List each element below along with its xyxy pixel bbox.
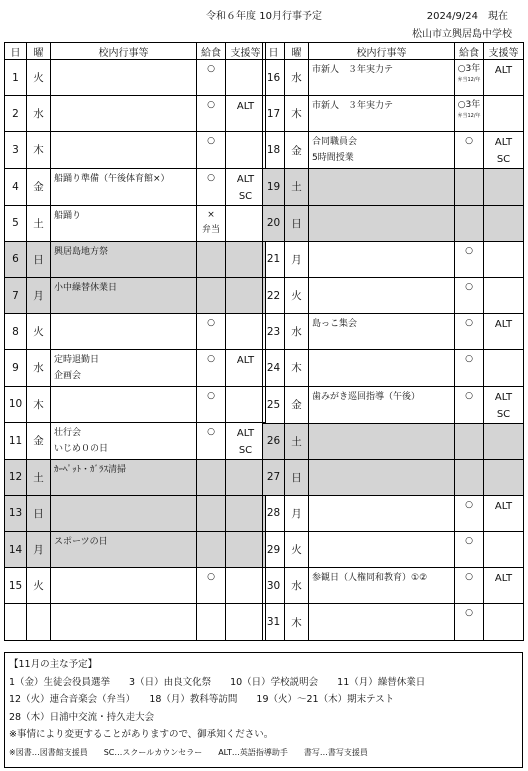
day-number: 18 xyxy=(263,132,285,169)
table-row xyxy=(5,604,266,640)
meal-cell xyxy=(455,386,484,423)
events-cell xyxy=(51,132,197,168)
meal-value: ○ xyxy=(465,318,473,329)
table-header xyxy=(5,43,266,60)
events-cell xyxy=(309,423,455,459)
support-cell xyxy=(226,350,266,386)
weekday: 木 xyxy=(285,604,309,640)
table-row xyxy=(263,132,524,169)
table-row xyxy=(5,314,266,350)
event-line: 興居島地方祭 xyxy=(54,246,109,257)
support-cell xyxy=(226,568,266,604)
weekday: 水 xyxy=(27,96,51,132)
col-events: 校内行事等 xyxy=(309,43,455,60)
events-cell xyxy=(309,350,455,386)
events-cell xyxy=(309,568,455,604)
meal-value: ○ xyxy=(465,281,473,292)
support-cell xyxy=(226,604,266,640)
support-cell xyxy=(484,568,524,604)
meal-note: 弁当 xyxy=(201,224,220,235)
meal-value: ○ xyxy=(207,136,215,147)
meal-cell xyxy=(197,422,226,459)
day-number: 23 xyxy=(263,314,285,350)
meal-cell xyxy=(455,604,484,640)
support-cell xyxy=(484,205,524,241)
notes-legend: ※図書…図書館支援員 SC…スクールカウンセラー ALT…英語指導助手 書写…書写支援員 xyxy=(9,747,368,757)
weekday: 水 xyxy=(285,60,309,96)
support-value: SC xyxy=(496,154,511,166)
support-cell xyxy=(226,459,266,495)
support-cell xyxy=(226,422,266,459)
table-row xyxy=(263,277,524,313)
support-cell xyxy=(226,495,266,531)
support-cell xyxy=(226,168,266,205)
events-cell xyxy=(51,459,197,495)
event-line: スポーツの日 xyxy=(54,537,108,548)
weekday: 土 xyxy=(27,205,51,241)
table-row xyxy=(263,241,524,277)
table-row xyxy=(263,423,524,459)
support-cell xyxy=(226,277,266,313)
table-row xyxy=(263,96,524,132)
support-value: SC xyxy=(238,444,253,456)
events-cell xyxy=(51,568,197,604)
weekday: 火 xyxy=(27,568,51,604)
table-row xyxy=(5,277,266,313)
events-cell xyxy=(51,350,197,386)
meal-value: ○ xyxy=(207,64,215,74)
weekday: 水 xyxy=(285,314,309,350)
support-cell xyxy=(484,314,524,350)
day-number: 30 xyxy=(263,568,285,604)
day-number: 16 xyxy=(263,60,285,96)
weekday: 木 xyxy=(285,350,309,386)
weekday xyxy=(27,604,51,640)
col-support: 支援等 xyxy=(226,43,266,60)
event-line: ｶｰﾍﾟｯﾄ・ｶﾞﾗｽ清掃 xyxy=(54,464,127,475)
events-cell xyxy=(309,314,455,350)
weekday: 木 xyxy=(27,132,51,168)
support-value: ALT xyxy=(236,355,255,367)
meal-value: ○ xyxy=(207,426,215,437)
meal-value: ○ xyxy=(207,318,215,329)
events-cell xyxy=(309,132,455,169)
meal-cell xyxy=(455,96,484,132)
support-cell xyxy=(484,604,524,640)
notes-line: 1（金）生徒会役員選挙 3（日）由良文化祭 10（日）学校説明会 11（月）繰替休業日 xyxy=(9,676,426,688)
weekday: 月 xyxy=(285,241,309,277)
meal-cell xyxy=(455,350,484,386)
meal-cell xyxy=(455,314,484,350)
day-number: 7 xyxy=(5,277,27,313)
table-row xyxy=(5,568,266,604)
col-day: 日 xyxy=(263,43,285,60)
meal-cell xyxy=(197,241,226,277)
support-value: ALT xyxy=(494,319,513,331)
meal-cell xyxy=(197,314,226,350)
meal-value: ○3年 xyxy=(457,64,481,74)
support-value: ALT xyxy=(494,391,513,403)
events-cell xyxy=(309,386,455,423)
table-row xyxy=(263,350,524,386)
meal-cell xyxy=(455,277,484,313)
meal-cell xyxy=(197,132,226,168)
event-line: 市新人 ３年実力テ xyxy=(312,101,394,112)
events-cell xyxy=(51,241,197,277)
events-cell xyxy=(51,60,197,96)
meal-value: ○3年 xyxy=(457,100,481,111)
meal-cell xyxy=(455,423,484,459)
day-number: 24 xyxy=(263,350,285,386)
support-value: ALT xyxy=(494,137,513,149)
school-name: 松山市立興居島中学校 xyxy=(412,29,512,40)
events-cell xyxy=(51,495,197,531)
meal-cell xyxy=(455,459,484,495)
support-cell xyxy=(484,60,524,96)
page-title: 令和６年度 10月行事予定 xyxy=(206,11,322,22)
meal-cell xyxy=(197,168,226,205)
support-cell xyxy=(484,423,524,459)
events-cell xyxy=(51,205,197,241)
weekday: 日 xyxy=(27,495,51,531)
meal-value: ○ xyxy=(465,245,473,256)
day-number: 29 xyxy=(263,532,285,568)
col-support: 支援等 xyxy=(484,43,524,60)
event-line: 企画会 xyxy=(54,371,82,382)
support-cell xyxy=(484,277,524,313)
day-number xyxy=(5,604,27,640)
table-row xyxy=(5,60,266,96)
meal-cell xyxy=(197,96,226,132)
events-cell xyxy=(51,532,197,568)
meal-value: ○ xyxy=(465,390,473,401)
table-row xyxy=(263,495,524,531)
meal-cell xyxy=(197,568,226,604)
event-line: 合同職員会 xyxy=(312,137,358,148)
support-value: ALT xyxy=(494,65,513,76)
day-number: 19 xyxy=(263,169,285,205)
notes-heading: 【11月の主な予定】 xyxy=(9,659,98,670)
day-number: 27 xyxy=(263,459,285,495)
event-line: 歯みがき巡回指導（午後） xyxy=(312,391,421,402)
support-value: ALT xyxy=(236,173,255,185)
events-cell xyxy=(51,277,197,313)
events-cell xyxy=(51,604,197,640)
day-number: 21 xyxy=(263,241,285,277)
col-weekday: 曜 xyxy=(27,43,51,60)
day-number: 20 xyxy=(263,205,285,241)
table-row xyxy=(263,532,524,568)
support-cell xyxy=(484,132,524,169)
weekday: 水 xyxy=(27,350,51,386)
col-meal: 給食 xyxy=(455,43,484,60)
meal-value: ○ xyxy=(465,136,473,147)
weekday: 火 xyxy=(27,60,51,96)
support-cell xyxy=(226,205,266,241)
meal-cell xyxy=(455,132,484,169)
day-number: 15 xyxy=(5,568,27,604)
weekday: 火 xyxy=(285,532,309,568)
schedule-table-right xyxy=(262,42,524,641)
weekday: 木 xyxy=(285,96,309,132)
support-cell xyxy=(226,241,266,277)
event-line: 参観日（人権同和教育）①② xyxy=(312,573,428,584)
support-cell xyxy=(226,386,266,422)
meal-cell xyxy=(455,241,484,277)
table-row xyxy=(5,132,266,168)
meal-cell xyxy=(455,495,484,531)
table-row xyxy=(5,205,266,241)
event-line: 小中繰替休業日 xyxy=(54,282,118,293)
events-cell xyxy=(309,205,455,241)
day-number: 2 xyxy=(5,96,27,132)
events-cell xyxy=(51,96,197,132)
meal-value: ○ xyxy=(465,572,473,583)
meal-value: ○ xyxy=(465,608,473,619)
weekday: 月 xyxy=(27,532,51,568)
day-number: 25 xyxy=(263,386,285,423)
table-row xyxy=(5,495,266,531)
events-cell xyxy=(309,241,455,277)
meal-value: ○ xyxy=(207,354,215,365)
meal-note: 弁当12/年 xyxy=(457,113,481,120)
event-line: 島っこ集会 xyxy=(312,319,358,330)
notes-line: 12（火）連合音楽会（弁当） 18（月）教科等訪問 19（火）～21（木）期末テスト xyxy=(9,694,395,705)
day-number: 17 xyxy=(263,96,285,132)
events-cell xyxy=(309,277,455,313)
table-row xyxy=(5,96,266,132)
as-of-date: 2024/9/24 現在 xyxy=(426,11,508,22)
col-events: 校内行事等 xyxy=(51,43,197,60)
day-number: 11 xyxy=(5,422,27,459)
event-line: 船踊り準備（午後体育館×） xyxy=(54,173,170,184)
table-row xyxy=(5,459,266,495)
event-line: 5時間授業 xyxy=(312,153,354,164)
weekday: 金 xyxy=(27,422,51,459)
meal-value: ○ xyxy=(207,390,215,401)
meal-value: ○ xyxy=(207,172,215,183)
support-cell xyxy=(226,314,266,350)
day-number: 4 xyxy=(5,168,27,205)
support-cell xyxy=(484,495,524,531)
day-number: 13 xyxy=(5,495,27,531)
meal-value: ○ xyxy=(207,100,215,111)
table-row xyxy=(263,459,524,495)
weekday: 土 xyxy=(285,423,309,459)
support-value: ALT xyxy=(494,500,513,512)
support-cell xyxy=(484,386,524,423)
day-number: 5 xyxy=(5,205,27,241)
weekday: 火 xyxy=(27,314,51,350)
meal-value: ○ xyxy=(465,499,473,510)
col-day: 日 xyxy=(5,43,27,60)
table-header xyxy=(263,43,524,60)
day-number: 8 xyxy=(5,314,27,350)
table-row xyxy=(263,568,524,604)
support-value: SC xyxy=(496,408,511,420)
meal-cell xyxy=(197,205,226,241)
events-cell xyxy=(51,422,197,459)
meal-cell xyxy=(455,169,484,205)
support-cell xyxy=(484,532,524,568)
support-cell xyxy=(484,169,524,205)
day-number: 31 xyxy=(263,604,285,640)
november-notes xyxy=(4,652,523,768)
schedule-table-left xyxy=(4,42,266,641)
table-row xyxy=(5,422,266,459)
table-row xyxy=(263,205,524,241)
events-cell xyxy=(309,96,455,132)
events-cell xyxy=(309,604,455,640)
meal-value: ○ xyxy=(465,536,473,547)
support-value: ALT xyxy=(236,101,255,113)
weekday: 土 xyxy=(285,169,309,205)
table-row xyxy=(5,350,266,386)
weekday: 金 xyxy=(285,132,309,169)
weekday: 月 xyxy=(285,495,309,531)
col-weekday: 曜 xyxy=(285,43,309,60)
events-cell xyxy=(51,386,197,422)
meal-value: ○ xyxy=(207,572,215,583)
event-line: 定時退勤日 xyxy=(54,355,100,366)
support-cell xyxy=(226,132,266,168)
weekday: 月 xyxy=(27,277,51,313)
meal-cell xyxy=(455,205,484,241)
meal-cell xyxy=(197,60,226,96)
meal-cell xyxy=(197,386,226,422)
event-line: 市新人 ３年実力テ xyxy=(312,65,394,75)
events-cell xyxy=(309,532,455,568)
event-line: いじめ０の日 xyxy=(54,443,109,454)
table-row xyxy=(5,241,266,277)
meal-note: 弁当12/年 xyxy=(457,77,481,83)
support-cell xyxy=(226,60,266,96)
meal-cell xyxy=(197,277,226,313)
weekday: 金 xyxy=(285,386,309,423)
day-number: 14 xyxy=(5,532,27,568)
day-number: 10 xyxy=(5,386,27,422)
day-number: 1 xyxy=(5,60,27,96)
meal-value: × xyxy=(207,209,215,220)
weekday: 金 xyxy=(27,168,51,205)
events-cell xyxy=(51,168,197,205)
events-cell xyxy=(309,459,455,495)
weekday: 日 xyxy=(27,241,51,277)
table-row xyxy=(5,168,266,205)
meal-cell xyxy=(197,495,226,531)
table-row xyxy=(5,386,266,422)
event-line: 船踊り xyxy=(54,210,82,221)
events-cell xyxy=(309,60,455,96)
day-number: 9 xyxy=(5,350,27,386)
table-row xyxy=(263,314,524,350)
weekday: 火 xyxy=(285,277,309,313)
col-meal: 給食 xyxy=(197,43,226,60)
table-row xyxy=(263,386,524,423)
table-row xyxy=(263,169,524,205)
events-cell xyxy=(309,495,455,531)
day-number: 28 xyxy=(263,495,285,531)
meal-cell xyxy=(197,459,226,495)
meal-cell xyxy=(197,604,226,640)
event-line: 壮行会 xyxy=(54,427,82,438)
events-cell xyxy=(309,169,455,205)
table-row xyxy=(263,604,524,640)
support-cell xyxy=(484,459,524,495)
support-cell xyxy=(226,532,266,568)
events-cell xyxy=(51,314,197,350)
day-number: 12 xyxy=(5,459,27,495)
support-cell xyxy=(226,96,266,132)
notes-line: 28（木）日浦中交流・持久走大会 xyxy=(9,711,155,723)
support-value: ALT xyxy=(236,427,255,439)
meal-cell xyxy=(455,60,484,96)
meal-cell xyxy=(197,350,226,386)
day-number: 6 xyxy=(5,241,27,277)
weekday: 水 xyxy=(285,568,309,604)
table-row xyxy=(263,60,524,96)
support-cell xyxy=(484,241,524,277)
table-row xyxy=(5,532,266,568)
day-number: 26 xyxy=(263,423,285,459)
support-value: SC xyxy=(238,190,253,202)
meal-cell xyxy=(455,532,484,568)
weekday: 日 xyxy=(285,459,309,495)
weekday: 土 xyxy=(27,459,51,495)
day-number: 22 xyxy=(263,277,285,313)
support-value: ALT xyxy=(494,573,513,585)
notes-disclaimer: ※事情により変更することがありますので、御承知ください。 xyxy=(9,729,274,740)
weekday: 木 xyxy=(27,386,51,422)
support-cell xyxy=(484,96,524,132)
weekday: 日 xyxy=(285,205,309,241)
day-number: 3 xyxy=(5,132,27,168)
meal-value: ○ xyxy=(465,354,473,365)
meal-cell xyxy=(197,532,226,568)
support-cell xyxy=(484,350,524,386)
meal-cell xyxy=(455,568,484,604)
